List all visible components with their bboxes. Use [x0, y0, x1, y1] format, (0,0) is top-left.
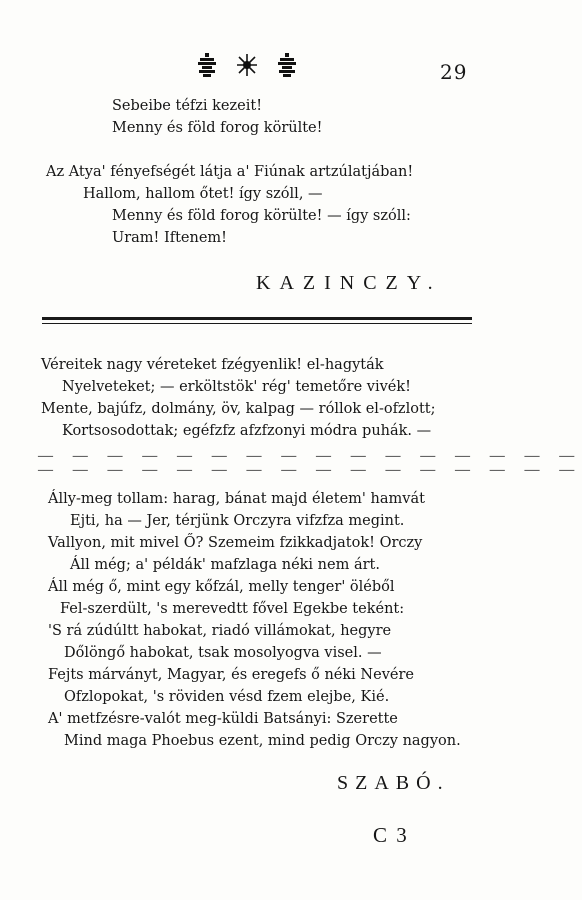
dash-separator: — — — — — — — — — — — — — — — —	[38, 448, 582, 464]
catchword: C 3	[373, 823, 409, 847]
page-number: 29	[440, 60, 468, 84]
poem2-line: Mente, bajúfz, dolmány, öv, kalpag — róllok el-ofzlott;	[41, 401, 436, 417]
poem1-line: Uram! Iftenem!	[112, 230, 227, 246]
poem3-line: Áll még ő, mint egy kőfzál, melly tenger' öléből	[48, 579, 395, 595]
poem1-line: Sebeibe téfzi kezeit!	[112, 98, 263, 114]
separator-rule-thick	[42, 317, 472, 320]
ornament-right-icon	[276, 52, 298, 78]
poem1-line: Hallom, hallom őtet! így szóll, —	[83, 186, 323, 202]
poem3-signature: SZABÓ.	[337, 772, 450, 794]
poem1-signature: KAZINCZY.	[256, 272, 442, 294]
poem3-line: Ejti, ha — Jer, térjünk Orczyra vifzfza megint.	[70, 513, 405, 529]
poem1-line: Az Atya' fényefségét látja a' Fiúnak artzúlatjában!	[46, 164, 414, 180]
header-ornaments	[196, 52, 298, 78]
poem3-line: Fel-szerdült, 's merevedtt fővel Egekbe teként:	[60, 601, 405, 617]
poem2-line: Kortsosodottak; egéfzfz afzfzonyi módra puhák. —	[62, 423, 432, 439]
poem1-line: Menny és föld forog körülte! — így szóll:	[112, 208, 411, 224]
poem3-line: Áll még; a' példák' mafzlaga néki nem árt.	[70, 557, 380, 573]
poem3-line: Fejts márványt, Magyar, és eregefs ő néki Nevére	[48, 667, 414, 683]
poem3-line: Mind maga Phoebus ezent, mind pedig Orczy nagyon.	[64, 733, 461, 749]
separator-rule-thin	[42, 323, 472, 324]
poem3-line: A' metfzésre-valót meg-küldi Batsányi: Szerette	[48, 711, 398, 727]
poem2-line: Nyelveteket; — erköltstök' rég' temetőre vivék!	[62, 379, 411, 395]
ornament-center-icon	[236, 52, 258, 78]
poem3-line: Dőlöngő habokat, tsak mosolyogva visel. —	[64, 645, 382, 661]
poem3-line: Vallyon, mit mivel Ő? Szemeim fzikkadjatok! Orczy	[48, 535, 423, 551]
page-header	[0, 52, 501, 88]
poem3-line: Ofzlopokat, 's röviden vésd fzem elejbe, Kié.	[64, 689, 390, 705]
ornament-left-icon	[196, 52, 218, 78]
poem1-line: Menny és föld forog körülte!	[112, 120, 323, 136]
poem2-line: Véreitek nagy véreteket fzégyenlik! el-hagyták	[41, 357, 384, 373]
poem3-line: Álly-meg tollam: harag, bánat majd életem' hamvát	[48, 491, 425, 507]
dash-separator: — — — — — — — — — — — — — — — —	[38, 462, 582, 478]
poem3-line: 'S rá zúdúltt habokat, riadó villámokat, hegyre	[48, 623, 392, 639]
